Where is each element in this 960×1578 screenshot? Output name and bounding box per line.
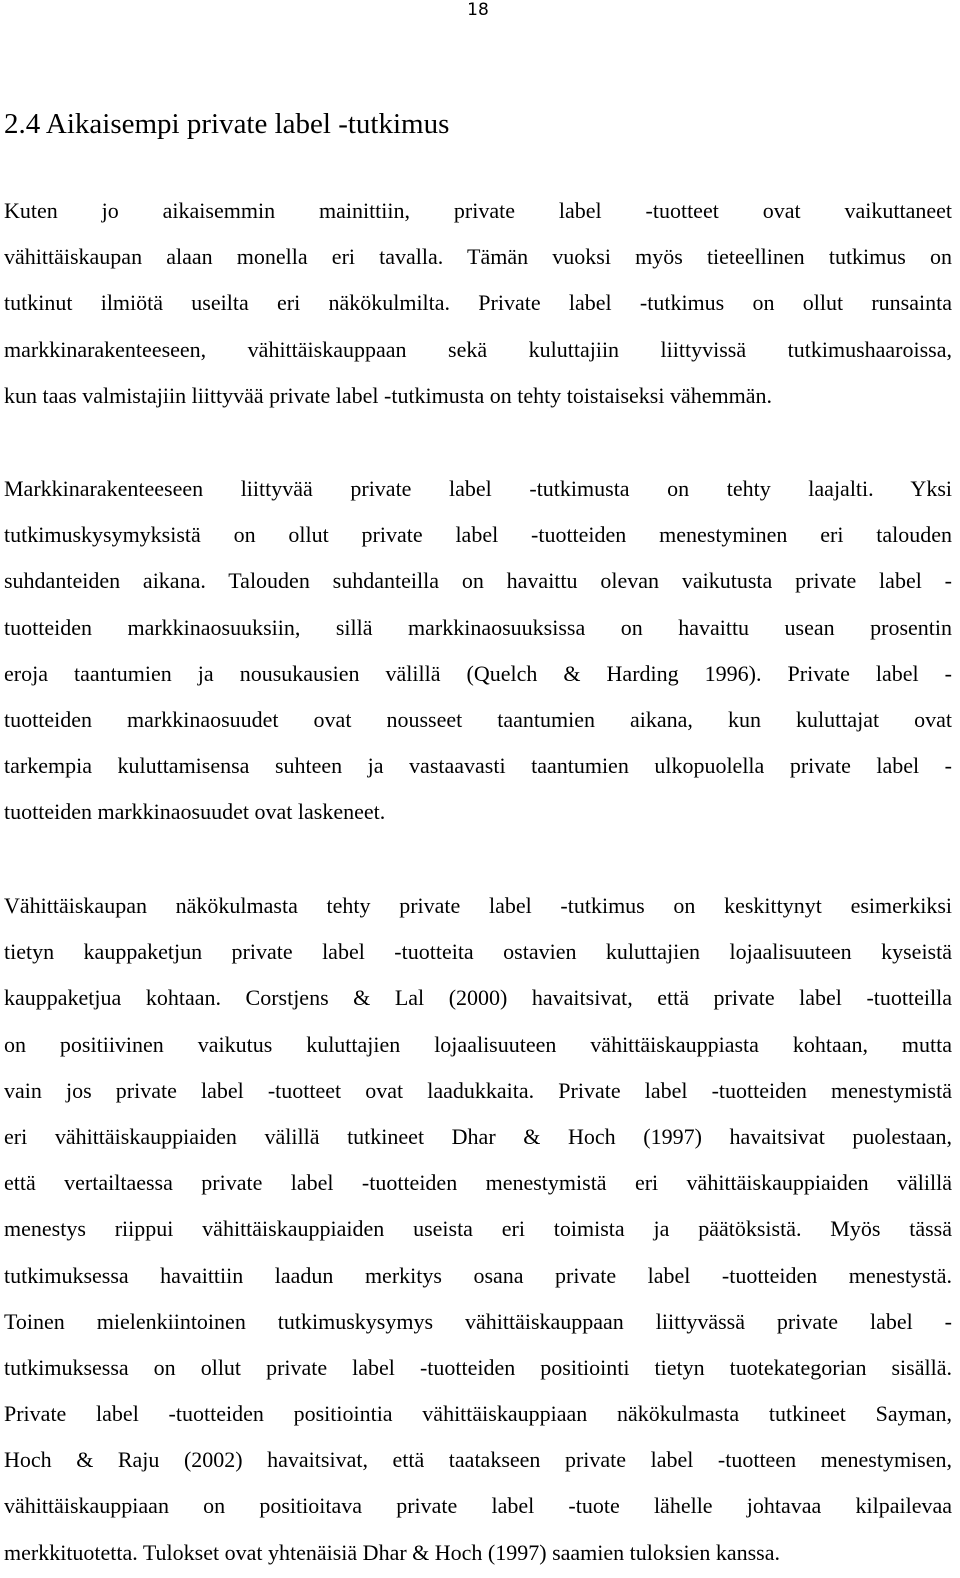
text-line: on positiivinen vaikutus kuluttajien lojaalisuuteen vähittäiskauppiasta kohtaan, mutta	[4, 1031, 952, 1057]
text-line: markkinarakenteeseen, vähittäiskauppaan sekä kuluttajiin liittyvissä tutkimushaaroissa,	[4, 336, 952, 362]
text-line: suhdanteiden aikana. Talouden suhdanteilla on havaittu olevan vaikutusta private label -	[4, 568, 952, 594]
paragraph-market-structure	[4, 466, 952, 836]
text-line: Vähittäiskaupan näkökulmasta tehty private label -tutkimus on keskittynyt esimerkiksi	[4, 893, 952, 918]
section-heading: 2.4 Aikaisempi private label -tutkimus	[4, 108, 450, 140]
text-line: tuotteiden markkinaosuudet ovat nousseet taantumien aikana, kun kuluttajat ovat	[4, 706, 952, 732]
text-line: kauppaketjua kohtaan. Corstjens & Lal (2000) havaitsivat, että private label -tuotteilla	[4, 985, 952, 1011]
text-line: Hoch & Raju (2002) havaitsivat, että taatakseen private label -tuotteen menestymisen,	[4, 1447, 952, 1473]
paragraph-retail-perspective	[4, 883, 952, 1576]
text-line: kun taas valmistajiin liittyvää private label -tutkimusta on tehty toistaiseksi vähemmän.	[4, 382, 773, 408]
text-line: tarkempia kuluttamisensa suhteen ja vastaavasti taantumien ulkopuolella private label -	[4, 753, 952, 779]
text-line: eroja taantumien ja nousukausien välillä (Quelch & Harding 1996). Private label -	[4, 660, 952, 686]
text-line: tuotteiden markkinaosuudet ovat laskeneet.	[4, 799, 386, 825]
text-line: Toinen mielenkiintoinen tutkimuskysymys vähittäiskauppaan liittyvässä private label -	[4, 1308, 952, 1334]
text-line: tuotteiden markkinaosuuksiin, sillä markkinaosuuksissa on havaittu usean prosentin	[4, 614, 952, 640]
text-line: eri vähittäiskauppiaiden välillä tutkineet Dhar & Hoch (1997) havaitsivat puolestaan,	[4, 1123, 952, 1149]
text-line: menestys riippui vähittäiskauppiaiden useista eri toimista ja päätöksistä. Myös tässä	[4, 1216, 952, 1242]
text-line: tutkinut ilmiötä useilta eri näkökulmilta. Private label -tutkimus on ollut runsainta	[4, 290, 952, 316]
text-line: että vertailtaessa private label -tuotteiden menestymistä eri vähittäiskauppiaiden välillä	[4, 1170, 952, 1196]
page-number: 18	[467, 0, 489, 20]
text-line: tutkimuskysymyksistä on ollut private label -tuotteiden menestyminen eri talouden	[4, 522, 952, 548]
text-line: vähittäiskauppiaan on positioitava private label -tuote lähelle johtavaa kilpailevaa	[4, 1493, 952, 1519]
text-line: tutkimuksessa havaittiin laadun merkitys osana private label -tuotteiden menestystä.	[4, 1262, 952, 1288]
text-line: merkkituotetta. Tulokset ovat yhtenäisiä Dhar & Hoch (1997) saamien tuloksien kanssa.	[4, 1539, 780, 1565]
text-line: tietyn kauppaketjun private label -tuotteita ostavien kuluttajien lojaalisuuteen kyseistä	[4, 939, 952, 965]
text-line: vähittäiskaupan alaan monella eri tavalla. Tämän vuoksi myös tieteellinen tutkimus on	[4, 244, 952, 270]
text-line: Kuten jo aikaisemmin mainittiin, private label -tuotteet ovat vaikuttaneet	[4, 198, 952, 223]
text-line: Private label -tuotteiden positiointia vähittäiskauppiaan näkökulmasta tutkineet Sayman,	[4, 1401, 952, 1427]
text-line: Markkinarakenteeseen liittyvää private label -tutkimusta on tehty laajalti. Yksi	[4, 476, 952, 501]
text-line: tutkimuksessa on ollut private label -tuotteiden positiointi tietyn tuotekategorian sisällä.	[4, 1354, 952, 1380]
text-line: vain jos private label -tuotteet ovat laadukkaita. Private label -tuotteiden menestymistä	[4, 1077, 952, 1103]
paragraph-intro	[4, 188, 952, 419]
